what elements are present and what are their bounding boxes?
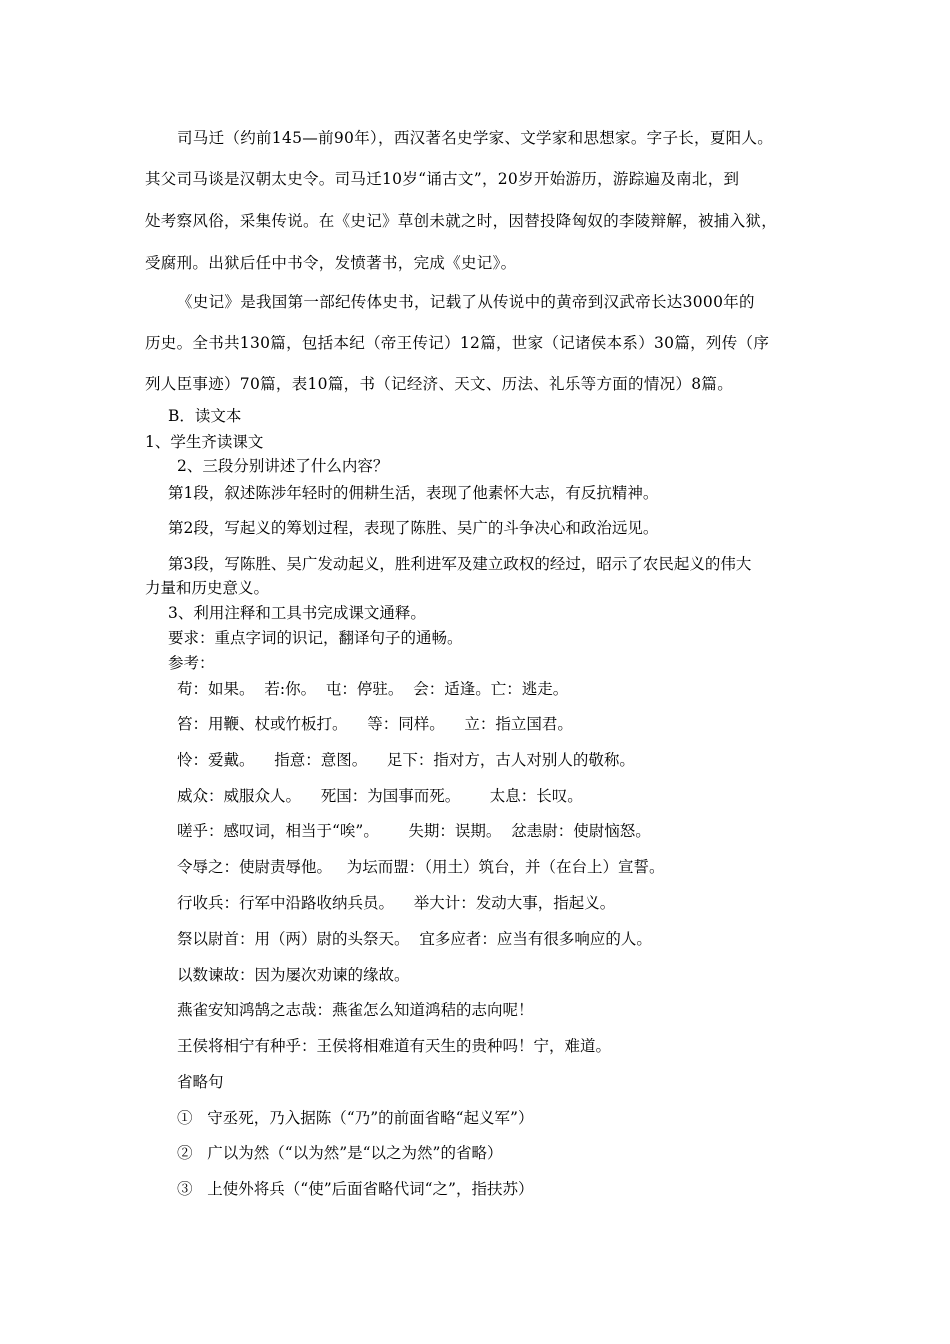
glossary-line-4: 威众：威服众人。 死国：为国事而死。 太息：长叹。 <box>177 787 583 805</box>
section-b-para-3-line-2: 力量和历史意义。 <box>145 579 270 597</box>
ellipsis-item-2: ② 广以为然（“以为然”是“以之为然”的省略） <box>177 1144 503 1162</box>
intro-p2-line-3: 列人臣事迹）70篇，表10篇，书（记经济、天文、历法、礼乐等方面的情况）8篇。 <box>145 375 734 393</box>
section-b-heading: B．读文本 <box>168 407 242 425</box>
section-b-requirement: 要求：重点字词的识记，翻译句子的通畅。 <box>168 629 463 647</box>
glossary-line-11: 王侯将相宁有种乎：王侯将相难道有天生的贵种吗！宁，难道。 <box>177 1037 612 1055</box>
section-b-para-3-line-1: 第3段，写陈胜、吴广发动起义，胜利进军及建立政权的经过，昭示了农民起义的伟大 <box>168 555 752 573</box>
intro-p1-line-2: 其父司马谈是汉朝太史令。司马迁10岁“诵古文”，20岁开始游历，游踪遍及南北，到 <box>145 170 740 188</box>
intro-p1-line-1: 司马迁（约前145—前90年），西汉著名史学家、文学家和思想家。字子长，夏阳人。 <box>177 129 774 147</box>
glossary-line-7: 行收兵：行军中沿路收纳兵员。 举大计：发动大事，指起义。 <box>177 894 616 912</box>
ellipsis-item-1: ① 守丞死，乃入据陈（“乃”的前面省略“起义军”） <box>177 1109 534 1127</box>
intro-p2-line-2: 历史。全书共130篇，包括本纪（帝王传记）12篇，世家（记诸侯本系）30篇，列传（序 <box>145 334 770 352</box>
section-b-item-2: 2、三段分别讲述了什么内容？ <box>177 457 389 475</box>
ellipsis-heading: 省略句 <box>177 1073 224 1091</box>
section-b-item-1: 1、学生齐读课文 <box>145 433 264 451</box>
ellipsis-item-3: ③ 上使外将兵（“使”后面省略代词“之”，指扶苏） <box>177 1180 534 1198</box>
glossary-line-5: 嗟乎：感叹词，相当于“唉”。 失期：误期。 忿恚尉：使尉恼怒。 <box>177 822 651 840</box>
glossary-line-6: 令辱之：使尉责辱他。 为坛而盟：（用土）筑台，并（在台上）宣誓。 <box>177 858 665 876</box>
glossary-line-3: 怜：爱戴。 指意：意图。 足下：指对方，古人对别人的敬称。 <box>177 751 635 769</box>
glossary-line-8: 祭以尉首：用（两）尉的头祭天。 宜多应者：应当有很多响应的人。 <box>177 930 652 948</box>
section-b-para-2: 第2段，写起义的筹划过程，表现了陈胜、吴广的斗争决心和政治远见。 <box>168 519 659 537</box>
intro-p1-line-3: 处考察风俗，采集传说。在《史记》草创未就之时，因替投降匈奴的李陵辩解，被捕入狱， <box>145 212 778 230</box>
glossary-line-9: 以数谏故：因为屡次劝谏的缘故。 <box>177 966 410 984</box>
glossary-line-1: 苟：如果。 若:你。 屯：停驻。 会：适逢。亡：逃走。 <box>177 680 569 698</box>
glossary-line-2: 笞：用鞭、杖或竹板打。 等：同样。 立：指立国君。 <box>177 715 573 733</box>
section-b-para-1: 第1段，叙述陈涉年轻时的佣耕生活，表现了他素怀大志，有反抗精神。 <box>168 484 659 502</box>
section-b-item-3: 3、利用注释和工具书完成课文通释。 <box>168 604 426 622</box>
intro-p2-line-1: 《史记》是我国第一部纪传体史书，记载了从传说中的黄帝到汉武帝长达3000年的 <box>177 293 755 311</box>
section-b-reference-label: 参考： <box>168 654 215 672</box>
intro-p1-line-4: 受腐刑。出狱后任中书令，发愤著书，完成《史记》。 <box>145 254 517 272</box>
glossary-line-10: 燕雀安知鸿鹄之志哉：燕雀怎么知道鸿秸的志向呢！ <box>177 1001 534 1019</box>
